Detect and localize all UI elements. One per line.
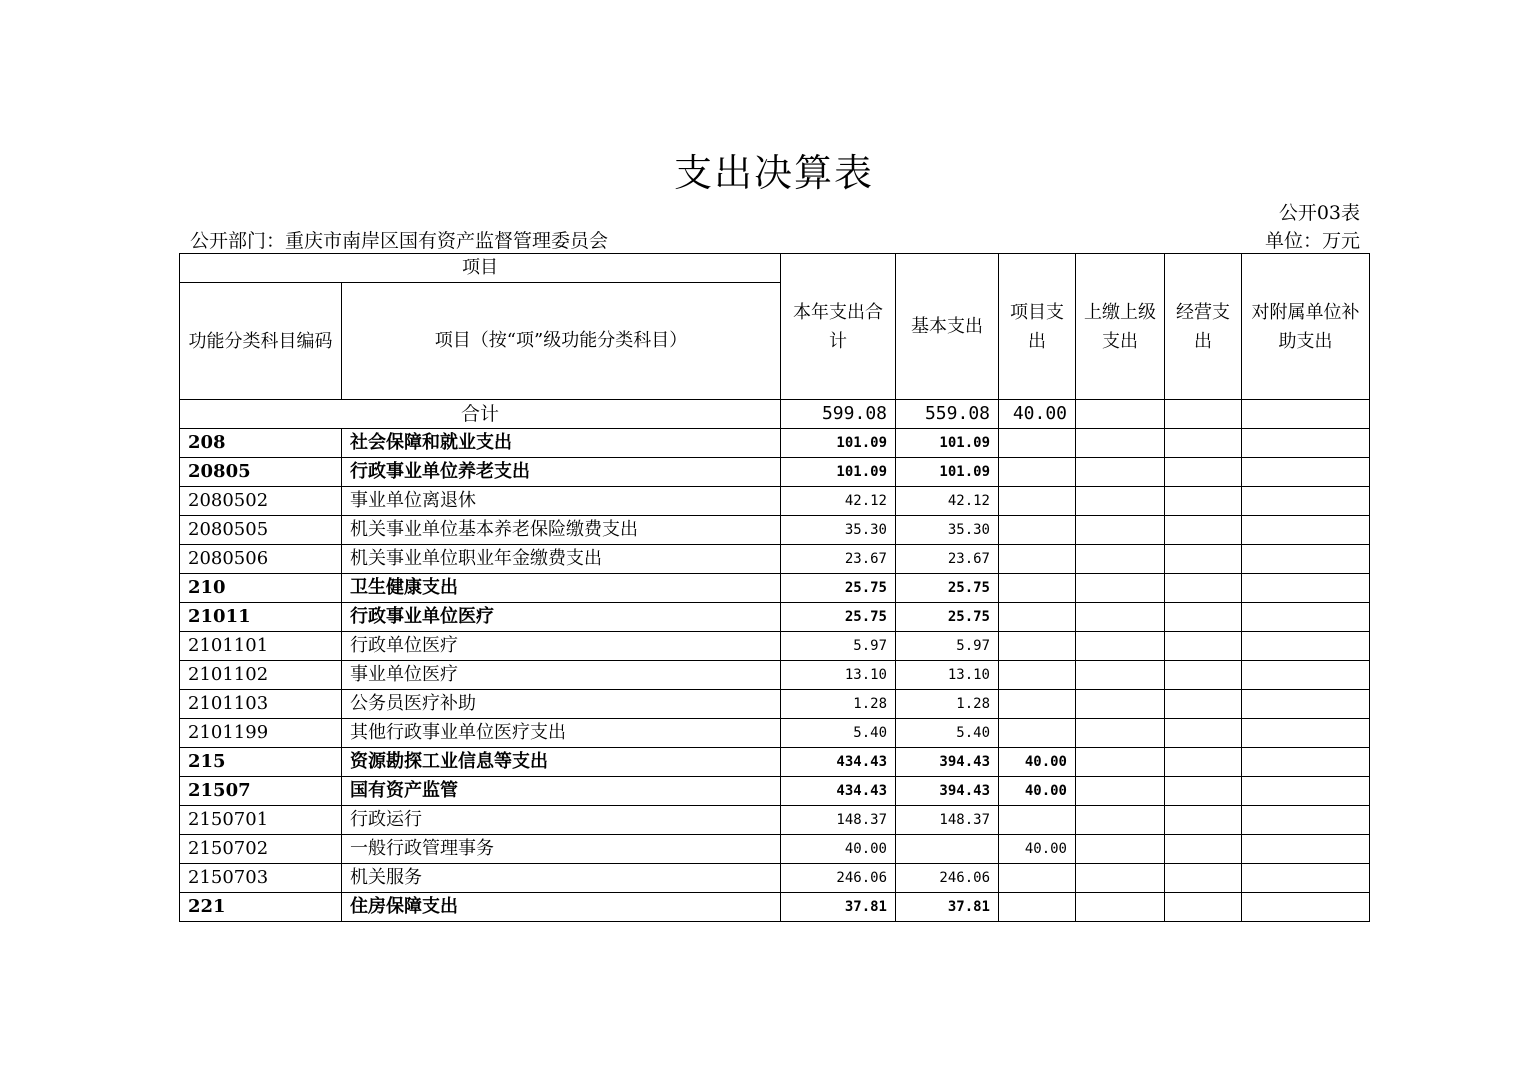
- row-total: 40.00: [781, 835, 896, 864]
- row-upper: [1076, 777, 1165, 806]
- table-row: [180, 545, 1370, 574]
- row-basic: 246.06: [896, 864, 999, 893]
- row-subsidiary: [1242, 429, 1370, 458]
- row-code: 2150701: [180, 806, 342, 835]
- row-total: 35.30: [781, 516, 896, 545]
- row-project: [999, 545, 1076, 574]
- row-project: [999, 632, 1076, 661]
- row-business: [1165, 545, 1242, 574]
- row-upper: [1076, 893, 1165, 922]
- row-project: [999, 516, 1076, 545]
- table-row: [180, 429, 1370, 458]
- header-item: 项目（按“项”级功能分类科目）: [342, 283, 781, 400]
- expenditure-table: [179, 253, 1370, 922]
- row-basic: 5.97: [896, 632, 999, 661]
- total-subsidiary: [1242, 400, 1370, 429]
- row-subsidiary: [1242, 632, 1370, 661]
- total-basic: 559.08: [896, 400, 999, 429]
- header-total: 本年支出合计: [781, 254, 896, 400]
- row-basic: 25.75: [896, 574, 999, 603]
- row-business: [1165, 806, 1242, 835]
- table-row: [180, 458, 1370, 487]
- row-project: [999, 574, 1076, 603]
- row-total: 42.12: [781, 487, 896, 516]
- header-project: 项目支出: [999, 254, 1076, 400]
- unit-label: 单位：万元: [1264, 230, 1360, 252]
- row-name: 其他行政事业单位医疗支出: [342, 719, 781, 748]
- row-basic: 5.40: [896, 719, 999, 748]
- row-name: 行政事业单位医疗: [342, 603, 781, 632]
- row-business: [1165, 458, 1242, 487]
- header-basic: 基本支出: [896, 254, 999, 400]
- row-total: 148.37: [781, 806, 896, 835]
- row-name: 机关服务: [342, 864, 781, 893]
- row-total: 1.28: [781, 690, 896, 719]
- row-code: 2101102: [180, 661, 342, 690]
- total-label: 合计: [180, 400, 781, 429]
- row-code: 221: [180, 893, 342, 922]
- row-code: 2101103: [180, 690, 342, 719]
- header-project-group: 项目: [180, 254, 781, 283]
- row-name: 住房保障支出: [342, 893, 781, 922]
- total-business: [1165, 400, 1242, 429]
- row-business: [1165, 429, 1242, 458]
- table-row: [180, 516, 1370, 545]
- header-upper: 上缴上级支出: [1076, 254, 1165, 400]
- table-row: [180, 603, 1370, 632]
- row-project: [999, 487, 1076, 516]
- row-business: [1165, 864, 1242, 893]
- row-subsidiary: [1242, 603, 1370, 632]
- row-subsidiary: [1242, 806, 1370, 835]
- row-name: 社会保障和就业支出: [342, 429, 781, 458]
- row-code: 215: [180, 748, 342, 777]
- row-total: 434.43: [781, 748, 896, 777]
- row-total: 13.10: [781, 661, 896, 690]
- row-code: 2080505: [180, 516, 342, 545]
- row-upper: [1076, 835, 1165, 864]
- total-upper: [1076, 400, 1165, 429]
- table-row: [180, 632, 1370, 661]
- row-subsidiary: [1242, 719, 1370, 748]
- row-business: [1165, 690, 1242, 719]
- row-business: [1165, 719, 1242, 748]
- row-upper: [1076, 458, 1165, 487]
- table-row: [180, 487, 1370, 516]
- row-basic: 37.81: [896, 893, 999, 922]
- table-row: [180, 719, 1370, 748]
- row-total: 101.09: [781, 429, 896, 458]
- row-name: 国有资产监管: [342, 777, 781, 806]
- row-subsidiary: [1242, 748, 1370, 777]
- total-amount: 599.08: [781, 400, 896, 429]
- row-code: 2080506: [180, 545, 342, 574]
- header-code: 功能分类科目编码: [180, 283, 342, 400]
- row-code: 2101101: [180, 632, 342, 661]
- department-label: 公开部门：重庆市南岸区国有资产监督管理委员会: [190, 230, 609, 252]
- row-basic: 394.43: [896, 777, 999, 806]
- row-basic: 23.67: [896, 545, 999, 574]
- header-subsidiary: 对附属单位补助支出: [1242, 254, 1370, 400]
- row-business: [1165, 777, 1242, 806]
- table-row: [180, 806, 1370, 835]
- total-row: [180, 400, 1370, 429]
- row-upper: [1076, 864, 1165, 893]
- row-total: 101.09: [781, 458, 896, 487]
- row-subsidiary: [1242, 777, 1370, 806]
- row-name: 事业单位医疗: [342, 661, 781, 690]
- row-upper: [1076, 487, 1165, 516]
- row-name: 资源勘探工业信息等支出: [342, 748, 781, 777]
- row-basic: 101.09: [896, 458, 999, 487]
- table-row: [180, 777, 1370, 806]
- row-name: 机关事业单位职业年金缴费支出: [342, 545, 781, 574]
- row-name: 公务员医疗补助: [342, 690, 781, 719]
- row-business: [1165, 516, 1242, 545]
- row-project: [999, 864, 1076, 893]
- row-basic: 13.10: [896, 661, 999, 690]
- row-project: [999, 719, 1076, 748]
- row-subsidiary: [1242, 690, 1370, 719]
- header-business: 经营支出: [1165, 254, 1242, 400]
- row-project: [999, 690, 1076, 719]
- row-subsidiary: [1242, 893, 1370, 922]
- row-total: 434.43: [781, 777, 896, 806]
- row-basic: 42.12: [896, 487, 999, 516]
- row-subsidiary: [1242, 487, 1370, 516]
- row-basic: [896, 835, 999, 864]
- row-project: [999, 603, 1076, 632]
- row-business: [1165, 487, 1242, 516]
- row-project: 40.00: [999, 748, 1076, 777]
- row-total: 246.06: [781, 864, 896, 893]
- row-project: [999, 429, 1076, 458]
- row-upper: [1076, 545, 1165, 574]
- row-code: 210: [180, 574, 342, 603]
- row-project: [999, 893, 1076, 922]
- row-total: 5.40: [781, 719, 896, 748]
- row-subsidiary: [1242, 661, 1370, 690]
- row-project: [999, 661, 1076, 690]
- row-project: [999, 806, 1076, 835]
- row-upper: [1076, 516, 1165, 545]
- table-row: [180, 690, 1370, 719]
- form-number: 公开03表: [1278, 202, 1360, 224]
- row-business: [1165, 748, 1242, 777]
- row-code: 21507: [180, 777, 342, 806]
- row-upper: [1076, 603, 1165, 632]
- row-basic: 148.37: [896, 806, 999, 835]
- row-basic: 35.30: [896, 516, 999, 545]
- row-upper: [1076, 429, 1165, 458]
- row-code: 20805: [180, 458, 342, 487]
- row-code: 2080502: [180, 487, 342, 516]
- table-row: [180, 835, 1370, 864]
- row-code: 2101199: [180, 719, 342, 748]
- row-project: 40.00: [999, 777, 1076, 806]
- report-title: 支出决算表: [673, 151, 874, 195]
- row-basic: 101.09: [896, 429, 999, 458]
- row-project: 40.00: [999, 835, 1076, 864]
- row-name: 行政运行: [342, 806, 781, 835]
- table-row: [180, 893, 1370, 922]
- row-total: 25.75: [781, 603, 896, 632]
- row-name: 行政单位医疗: [342, 632, 781, 661]
- row-code: 21011: [180, 603, 342, 632]
- row-total: 25.75: [781, 574, 896, 603]
- row-upper: [1076, 632, 1165, 661]
- row-total: 37.81: [781, 893, 896, 922]
- row-upper: [1076, 690, 1165, 719]
- row-business: [1165, 835, 1242, 864]
- row-business: [1165, 661, 1242, 690]
- table-row: [180, 661, 1370, 690]
- table-row: [180, 864, 1370, 893]
- row-name: 机关事业单位基本养老保险缴费支出: [342, 516, 781, 545]
- row-total: 23.67: [781, 545, 896, 574]
- total-project: 40.00: [999, 400, 1076, 429]
- row-business: [1165, 893, 1242, 922]
- row-name: 卫生健康支出: [342, 574, 781, 603]
- row-total: 5.97: [781, 632, 896, 661]
- row-code: 208: [180, 429, 342, 458]
- row-upper: [1076, 574, 1165, 603]
- row-subsidiary: [1242, 516, 1370, 545]
- row-upper: [1076, 661, 1165, 690]
- row-subsidiary: [1242, 574, 1370, 603]
- row-basic: 394.43: [896, 748, 999, 777]
- row-upper: [1076, 748, 1165, 777]
- table-row: [180, 748, 1370, 777]
- row-upper: [1076, 806, 1165, 835]
- row-upper: [1076, 719, 1165, 748]
- row-business: [1165, 603, 1242, 632]
- row-subsidiary: [1242, 864, 1370, 893]
- row-name: 行政事业单位养老支出: [342, 458, 781, 487]
- row-name: 一般行政管理事务: [342, 835, 781, 864]
- row-business: [1165, 574, 1242, 603]
- row-name: 事业单位离退休: [342, 487, 781, 516]
- row-business: [1165, 632, 1242, 661]
- row-code: 2150703: [180, 864, 342, 893]
- table-row: [180, 574, 1370, 603]
- row-subsidiary: [1242, 458, 1370, 487]
- row-project: [999, 458, 1076, 487]
- row-code: 2150702: [180, 835, 342, 864]
- row-subsidiary: [1242, 545, 1370, 574]
- row-basic: 25.75: [896, 603, 999, 632]
- row-basic: 1.28: [896, 690, 999, 719]
- row-subsidiary: [1242, 835, 1370, 864]
